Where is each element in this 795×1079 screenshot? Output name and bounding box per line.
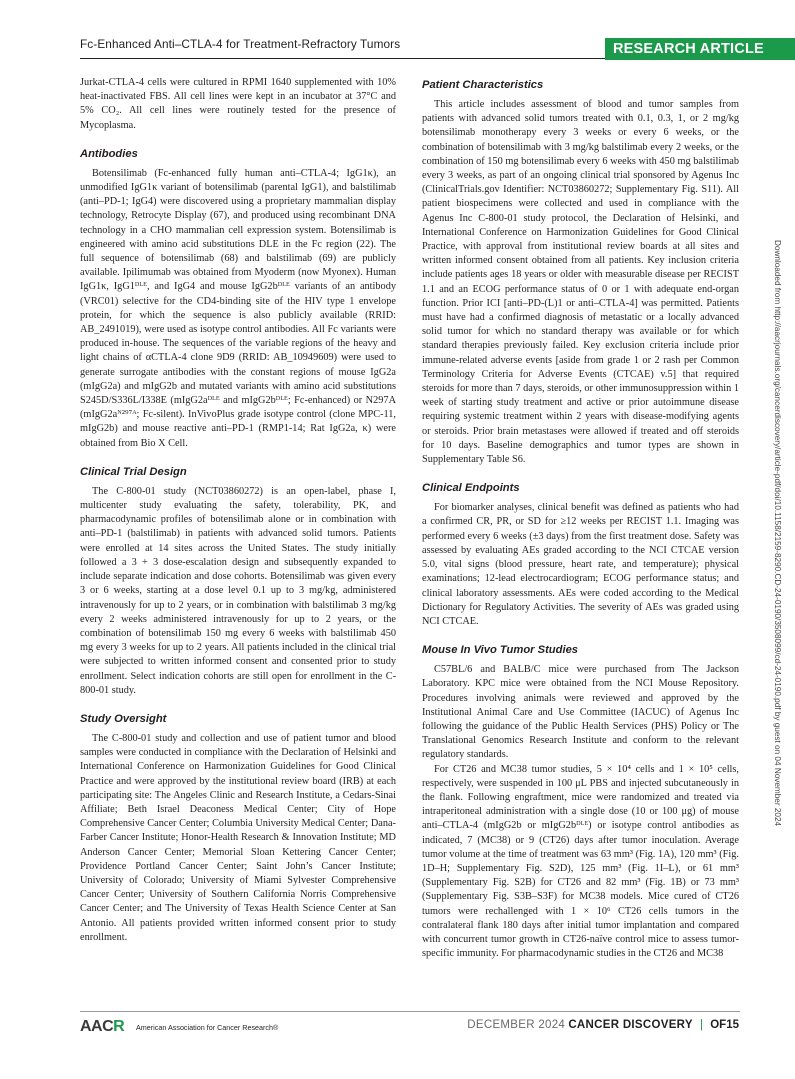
footer-rule — [80, 1011, 740, 1012]
side-note-text: Downloaded from http://aacrjournals.org/cancerdiscovery/article-pdf/doi/10.1158/2159-8290.CD-24-0190/3508099/cd-24-0190.pdf by guest on 04 November 2024 — [773, 240, 782, 827]
logo-accent-text: R — [113, 1018, 125, 1035]
body-paragraph: For CT26 and MC38 tumor studies, 5 × 10⁴ cells and 1 × 10⁵ cells, respectively, were suspended in 100 μL PBS and injected subcutaneously in the flank. Following engraftment, mice were randomized and treated via intraperitoneal administration with a single dose (10 or 100 μg) of mouse anti–CTLA-4 (mIgG2b or mIgG2bᴰᴸᴱ) or isotype control antibodies as indicated, 7 (MC38) or 9 (CT26) days after tumor inoculation. Average tumor volume at the time of treatment was 63 mm³ (Fig. 1A), 120 mm³ (Fig. 1D–H; Supplementary Fig. S2D), 125 mm³ (Fig. 1I–L), or 61 mm³ (Supplementary Fig. S2B) for CT26 and 82 mm³ (Fig. 1B) or 73 mm³ (Supplementary Fig. S3B–S3F) for MC38 models. Mice cured of CT26 tumors were rechallenged with 1 × 10⁶ CT26 cells tumors in the contralateral flank 180 days after initial tumor implantation and compared with concurrent tumor growth in CT26-naïve control mice to assess tumor-specific immunity. For pharmacodynamic studies in the CT26 and MC38 — [422, 763, 739, 960]
logo-main-text: AAC — [80, 1018, 114, 1035]
header-rule — [80, 58, 605, 59]
section-heading: Study Oversight — [80, 712, 167, 725]
footer-journal-info — [467, 1019, 739, 1031]
section-heading: Patient Characteristics — [422, 79, 544, 91]
journal-name: CANCER DISCOVERY — [568, 1019, 693, 1031]
section-tag: RESEARCH ARTICLE — [605, 38, 795, 60]
body-paragraph: This article includes assessment of blood and tumor samples from patients with advanced solid tumors treated with 0.1, 0.3, 1, or 2 mg/kg botensilimab monotherapy every 3 weeks or every 6 weeks, or the combination of botensilimab with 3 mg/kg balstilimab every 2 weeks, or the combination of 150 mg botensilimab every 6 weeks with 450 mg balstilimab every 3 weeks, as part of an ongoing clinical trial sponsored by Agenus Inc (ClinicalTrials.gov Identifier: NCT03860272; Supplementary Fig. S11). All patient biospecimens were collected and used in compliance with the Agenus Inc C-800-01 study protocol, the Declaration of Helsinki, and International Conference on Harmonization Guidelines for Good Clinical Practice, with approval from institutional review boards at all sites and written informed consent obtained from all patients. Key inclusion criteria include patients ages 18 years or older with measurable disease per RECIST 1.1 and an ECOG performance status of 0 or 1 with adequate end-organ function. Prior ICI [anti–PD-(L)1 or anti–CTLA-4] was permitted. Patients must have had a confirmed diagnosis of metastatic or a locally advanced solid tumor for which no standard therapy was available or for which standard therapies previously failed. Key exclusion criteria include prior immune-related adverse events [aside from grade 1 or 2 rash per Common Terminology Criteria for Adverse Events (CTCAE) v.5] that required steroids for more than 7 days, steroids, or other immunosuppression within 1 week of starting study treatment and active or prior autoimmune disease requiring systemic treatment within 2 years with disease-modifying agents or steroids. Prior brain metastases were allowed if treated and off steroids for 10 days. Baseline demographics and tumor types are shown in Supplementary Table S6. — [422, 99, 739, 466]
body-paragraph: For biomarker analyses, clinical benefit was defined as patients who had a confirmed CR, PR, or SD for ≥12 weeks per RECIST 1.1. Imaging was performed every 6 weeks (±3 days) from the first treatment dose. Safety was assessed by evaluating AEs graded according to the NCI CTCAE version 5.0, vital signs (blood pressure, heart rate, and temperature); physical examinations; 12-lead electrocardiogram; ECOG performance status; and clinical laboratory assessments. AEs were coded according to the Medical Dictionary for Regulatory Activities. The severity of AEs was graded using NCI CTCAE. — [422, 502, 739, 627]
section-heading: Antibodies — [80, 147, 138, 160]
footer-org-name: American Association for Cancer Research® — [136, 1023, 279, 1032]
body-paragraph: The C-800-01 study (NCT03860272) is an open-label, phase I, multicenter study evaluating the safety, tolerability, PK, and pharmacodynamic profiles of botensilimab alone or in combination with anti–PD-1 (balstilimab) in patients with advanced solid tumors. Patients were enrolled at 14 sites across the United States. The study initially followed a 3 + 3 dose-escalation design and subsequently expanded to include separate indication and dose cohorts. Botensilimab was given every 3 or 6 weeks, starting at a dose level 0.1 up to 3 mg/kg, administered intravenously for up to 2 years, or in combination with balstilimab 3 mg/kg every 2 weeks administered intravenously for up to 2 years, or the combination of botensilimab 150 mg every 6 weeks with balstilimab 450 mg every 3 weeks for up to 2 years. All patients included in the clinical trial were subjected to written informed consent and consented prior to study enrollment. Select indication cohorts are still open for enrollment in the C-800-01 study. — [80, 485, 396, 696]
section-heading: Clinical Endpoints — [422, 482, 520, 495]
body-paragraph: Botensilimab (Fc-enhanced fully human anti–CTLA-4; IgG1κ), an unmodified IgG1κ variant of botensilimab (parental IgG1), and balstilimab (anti–PD-1; IgG4) were discovered using a proprietary mammalian display technology, Retrocyte Display (67), and produced using recombinant DNA technology in a CHO mammalian cell expression system. Botensilimab is engineered with amino acid substitutions DLE in the Fc region (22). The full sequence of botensilimab (68) and balstilimab (69) are publicly available. Ipilimumab was obtained from Myoderm (now Myonex). Human IgG1κ, IgG1ᴰᴸᴱ, and IgG4 and mouse IgG2bᴰᴸᴱ variants of an antibody (VRC01) selective for the CD4-binding site of the HIV type 1 envelope protein, for which the sequence is also publicly available (RRID: AB_2491019), were used as isotype control antibodies. All Fc variants were produced in-house. The sequences of the variable regions of the heavy and light chains of αCTLA-4 clone 9D9 (RRID: AB_10949609) were used to generate surrogate antibodies with the constant regions of mouse IgG2a (mIgG2a) and mIgG2b and mutated variants with amino acid substitutions S245D/S336L/I338E (mIgG2aᴰᴸᴱ and mIgG2bᴰᴸᴱ; Fc-enhanced) or N297A (mIgG2aᴺ²⁹⁷ᴬ; Fc-silent). InVivoPlus grade isotype control (clone MPC-11, mIgG2b) and mouse reactive anti–PD-1 (RMP1-14; Rat IgG2a, κ) were obtained from Bio X Cell. — [80, 167, 396, 449]
section-heading: Clinical Trial Design — [80, 465, 187, 478]
issue-date: DECEMBER 2024 — [467, 1019, 566, 1031]
left-column — [80, 76, 396, 945]
running-title: Fc-Enhanced Anti–CTLA-4 for Treatment-Refractory Tumors — [80, 37, 401, 51]
right-column — [422, 76, 739, 961]
download-side-note — [770, 240, 784, 840]
footer-separator: | — [700, 1019, 704, 1031]
body-paragraph: C57BL/6 and BALB/C mice were purchased from The Jackson Laboratory. KPC mice were obtained from the NCI Mouse Repository. Procedures involving animals were reviewed and approved by the Institutional Animal Care and Use Committee (IACUC) of Agenus Inc following the guidance of the Public Health Services (PHS) Policy or The Translational Genomics Research Institute and conform to the relevant regulatory standards. — [422, 664, 739, 761]
section-heading: Mouse In Vivo Tumor Studies — [422, 644, 579, 657]
body-paragraph: Jurkat-CTLA-4 cells were cultured in RPMI 1640 supplemented with 10% heat-inactivated FBS. All cell lines were kept in an incubator at 37°C and 5% CO₂. All cell lines were routinely tested for the presence of Mycoplasma. — [80, 77, 396, 131]
body-paragraph: The C-800-01 study and collection and use of patient tumor and blood samples were conducted in compliance with the Declaration of Helsinki and International Conference on Harmonization Guidelines for Good Clinical Practice and were approved by the institutional review board (IRB) at each participating site: The Angeles Clinic and Research Institute, a Cedars-Sinai Affiliate; Beth Israel Deaconess Medical Center; City of Hope Comprehensive Cancer Center; Columbia University Medical Center; Dana-Farber Cancer Institute; Honor-Health Research & Innovation Institute; MD Anderson Cancer Center; Memorial Sloan Kettering Cancer Center; Providence Portland Cancer Center; Saint John’s Cancer Institute; University of Colorado; University of Miami Sylvester Comprehensive Cancer Center; University of Southern California Norris Comprehensive Cancer Center; and The University of Texas Health Science Center at San Antonio. All patients provided written informed consent prior to study enrollment. — [80, 732, 396, 943]
aacr-logo — [80, 1018, 124, 1036]
page-number: OF15 — [710, 1019, 739, 1031]
